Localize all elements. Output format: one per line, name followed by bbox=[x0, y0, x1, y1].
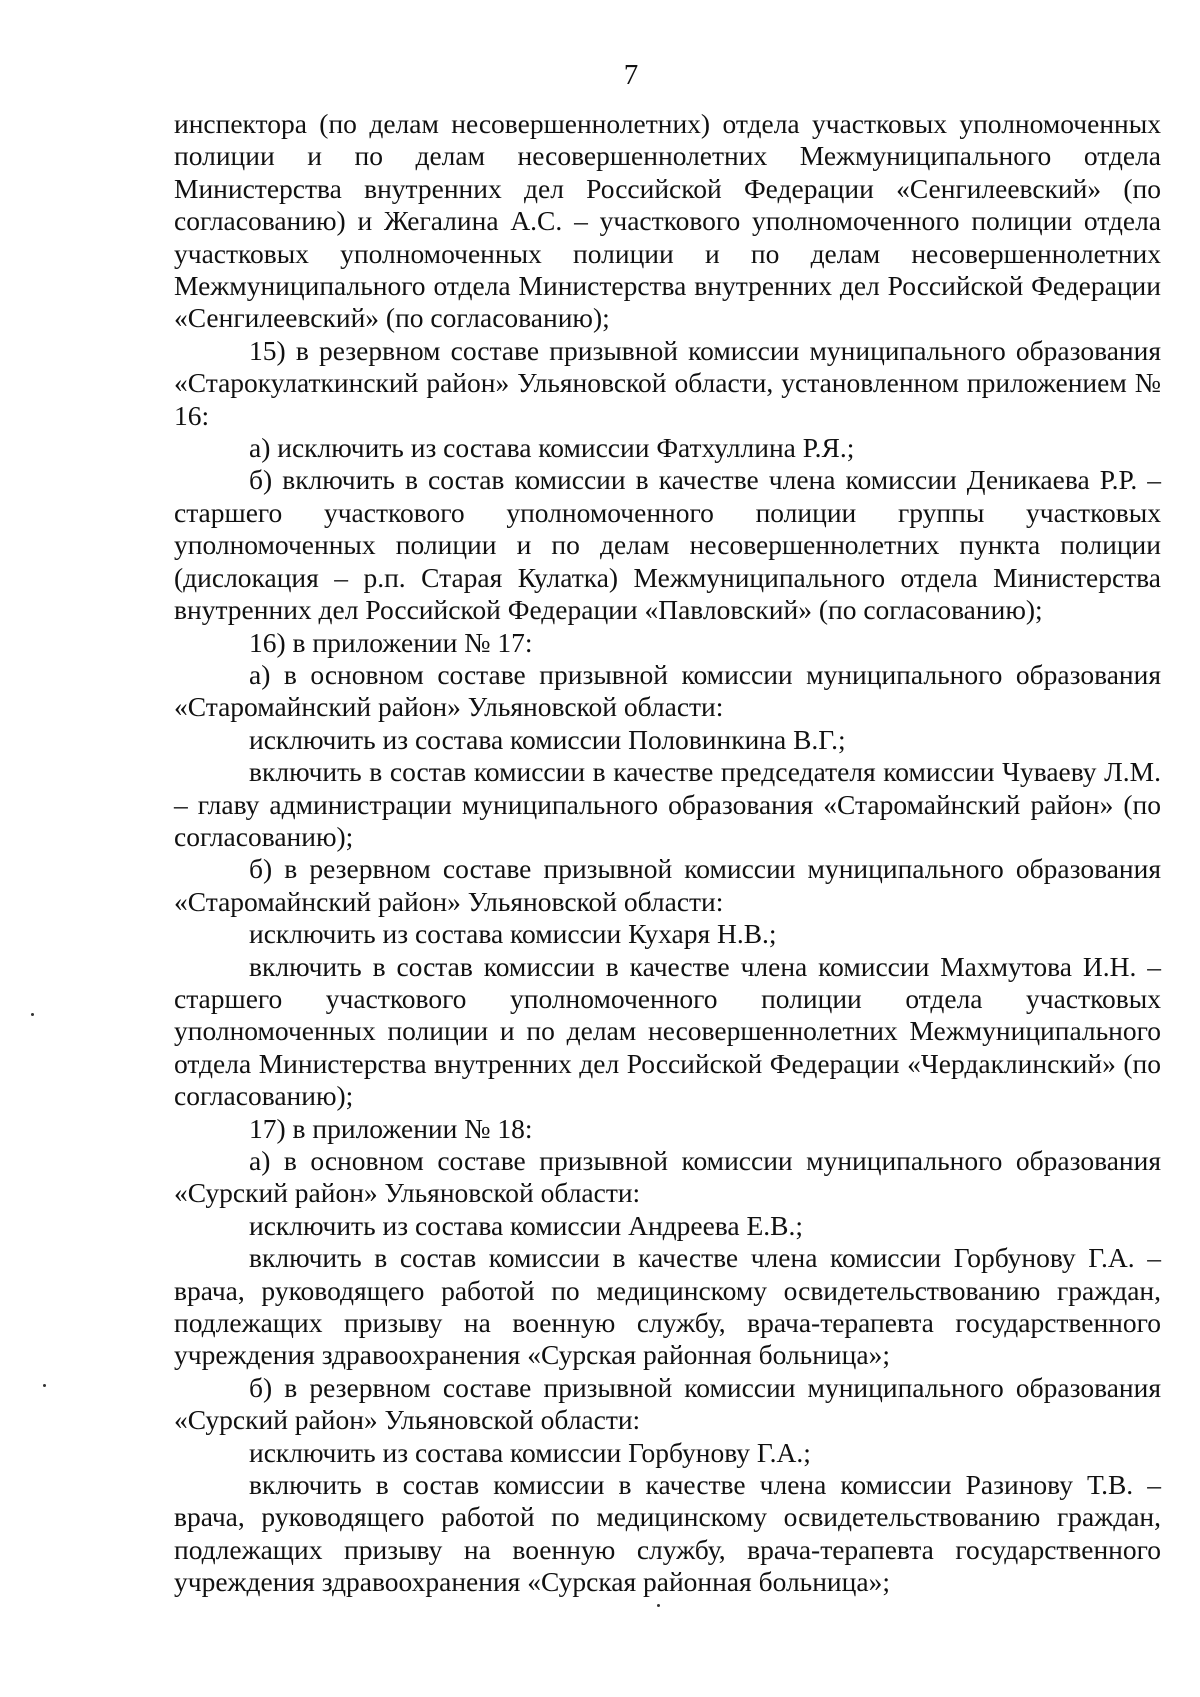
paragraph-item-17b-exclude: исключить из состава комиссии Горбунову Г.А.; bbox=[249, 1436, 811, 1468]
page-number: 7 bbox=[623, 59, 639, 91]
paragraph-item-16b-exclude: исключить из состава комиссии Кухаря Н.В.; bbox=[249, 918, 777, 950]
scan-speck bbox=[31, 1013, 34, 1016]
paragraph-p1: инспектора (по делам несовершеннолетних) отдела участковых уполномоченных полиции и по делам несовершеннолетних Межмуниципального отдела Министерства внутренних дел Российской Федерации «Сенгилеевский» (по согласованию) и Жегалина А.С. – участкового уполномоченного полиции отдела участковых уполномоченных полиции и по делам несовершеннолетних Межмуниципального отдела Министерства внутренних дел Российской Федерации «Сенгилеевский» (по согласованию); bbox=[174, 108, 1161, 334]
paragraph-item-16a: а) в основном составе призывной комиссии муниципального образования «Старомайнский район» Ульяновской области: bbox=[174, 658, 1161, 723]
paragraph-item-15b: б) включить в состав комиссии в качестве члена комиссии Деникаева Р.Р. – старшего участкового уполномоченного полиции группы участковых уполномоченных полиции и по делам несовершеннолетних пункта полиции (дислокация – р.п. Старая Кулатка) Межмуниципального отдела Министерства внутренних дел Российской Федерации «Павловский» (по согласованию); bbox=[174, 464, 1161, 626]
paragraph-item-17a-include: включить в состав комиссии в качестве члена комиссии Горбунову Г.А. – врача, руководящего работой по медицинскому освидетельствованию граждан, подлежащих призыву на военную службу, врача-терапевта государственного учреждения здравоохранения «Сурская районная больница»; bbox=[174, 1242, 1161, 1371]
paragraph-item-17a: а) в основном составе призывной комиссии муниципального образования «Сурский район» Ульяновской области: bbox=[174, 1145, 1161, 1209]
paragraph-item-16b: б) в резервном составе призывной комиссии муниципального образования «Старомайнский район» Ульяновской области: bbox=[174, 853, 1161, 917]
paragraph-item-17a-exclude: исключить из состава комиссии Андреева Е.В.; bbox=[249, 1209, 804, 1241]
paragraph-item-16b-include: включить в состав комиссии в качестве члена комиссии Махмутова И.Н. – старшего участкового уполномоченного полиции отдела участковых уполномоченных полиции и по делам несовершеннолетних Межмуниципального отдела Министерства внутренних дел Российской Федерации «Чердаклинский» (по согласованию); bbox=[174, 950, 1161, 1112]
scan-speck bbox=[657, 1604, 660, 1607]
scan-speck bbox=[43, 1384, 46, 1387]
paragraph-item-15a: а) исключить из состава комиссии Фатхуллина Р.Я.; bbox=[249, 432, 855, 464]
paragraph-item-16a-include: включить в состав комиссии в качестве председателя комиссии Чуваеву Л.М. – главу администрации муниципального образования «Старомайнский район» (по согласованию); bbox=[174, 756, 1161, 852]
paragraph-item-17b-include: включить в состав комиссии в качестве члена комиссии Разинову Т.В. – врача, руководящего работой по медицинскому освидетельствованию граждан, подлежащих призыву на военную службу, врача-терапевта государственного учреждения здравоохранения «Сурская районная больница»; bbox=[174, 1469, 1161, 1598]
paragraph-item-16: 16) в приложении № 17: bbox=[249, 626, 533, 658]
paragraph-item-15: 15) в резервном составе призывной комиссии муниципального образования «Старокулаткинский район» Ульяновской области, установленном приложением № 16: bbox=[174, 334, 1161, 431]
document-body bbox=[174, 108, 1161, 1599]
paragraph-item-16a-exclude: исключить из состава комиссии Половинкина В.Г.; bbox=[249, 723, 846, 755]
paragraph-item-17: 17) в приложении № 18: bbox=[249, 1112, 533, 1144]
paragraph-item-17b: б) в резервном составе призывной комиссии муниципального образования «Сурский район» Ульяновской области: bbox=[174, 1371, 1161, 1436]
